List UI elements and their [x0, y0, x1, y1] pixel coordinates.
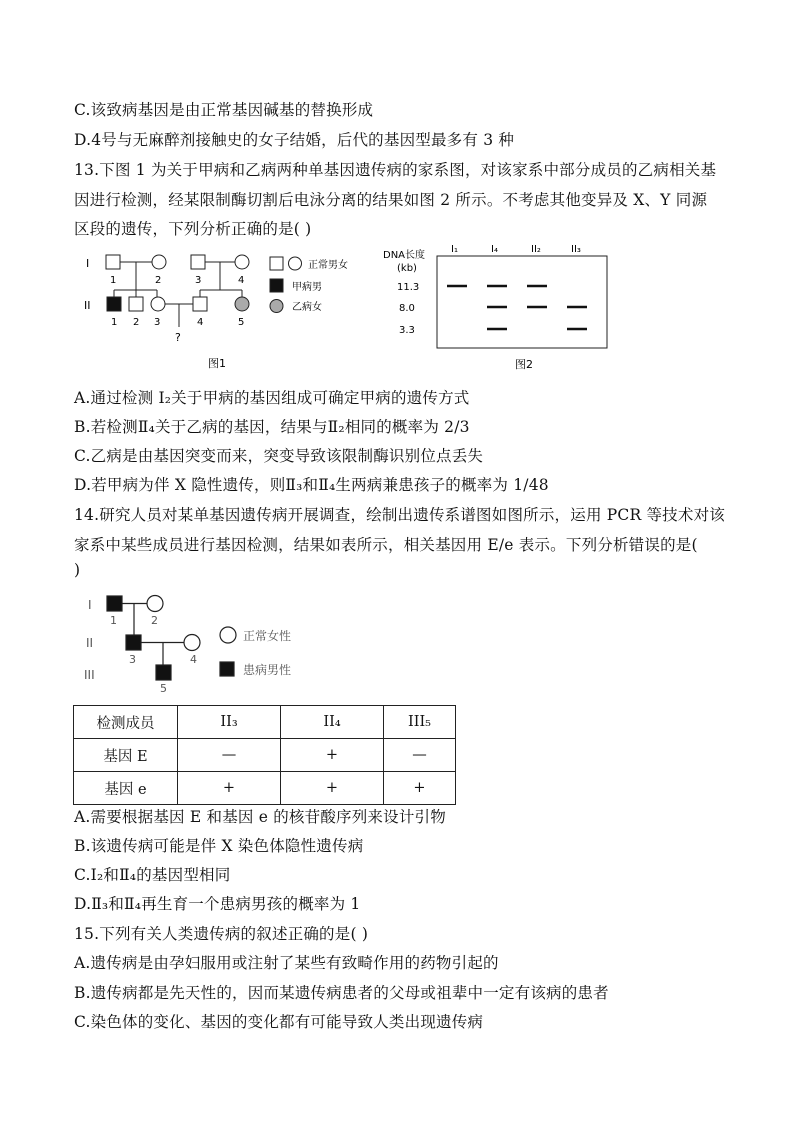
text-line: C.染色体的变化、基因的变化都有可能导致人类出现遗传病 [74, 1013, 484, 1031]
legend-label: 甲病男 [292, 282, 322, 293]
table-header-row [74, 706, 456, 739]
lane-label: II₂ [531, 244, 541, 255]
table-cell: 基因 E [74, 739, 178, 772]
size-label: 3.3 [399, 325, 415, 336]
legend-label: 正常女性 [243, 629, 292, 643]
ind-label: 1 [110, 275, 117, 286]
table-row [74, 772, 456, 805]
ind-label: 2 [155, 275, 162, 286]
text-line: D.若甲病为伴 X 隐性遗传，则Ⅱ₃和Ⅱ₄生两病兼患孩子的概率为 1/48 [74, 476, 549, 494]
text-line: 因进行检测，经某限制酶切割后电泳分离的结果如图 2 所示。不考虑其他变异及 X、Y 同源 [74, 191, 708, 209]
text-line: C.该致病基因是由正常基因碱基的替换形成 [74, 101, 374, 119]
y-header: DNA长度 [383, 250, 426, 261]
detection-table [73, 705, 456, 805]
text-line: D.4号与无麻醉剂接触史的女子结婚，后代的基因型最多有 3 种 [74, 131, 515, 149]
table-cell: + [281, 772, 384, 805]
ind-label: 1 [110, 614, 117, 627]
ind-label: 4 [190, 653, 197, 666]
gen-label: I [88, 598, 92, 612]
unknown-child: ? [175, 331, 181, 344]
lane-label: I₄ [491, 244, 498, 255]
legend-label: 患病男性 [243, 663, 292, 677]
size-label: 11.3 [397, 282, 420, 293]
gen-label: III [84, 668, 95, 682]
ind-label: 2 [133, 317, 140, 328]
text-line: C.Ⅰ₂和Ⅱ₄的基因型相同 [74, 866, 231, 884]
legend-label: 乙病女 [292, 302, 322, 313]
text-line: ) [74, 561, 81, 579]
y-unit: (kb) [397, 263, 417, 274]
gen-label: II [84, 299, 91, 312]
figure-caption: 图2 [515, 358, 533, 371]
ind-label: 2 [151, 614, 158, 627]
text-line: D.Ⅱ₃和Ⅱ₄再生育一个患病男孩的概率为 1 [74, 895, 361, 913]
gen-label: I [86, 257, 90, 270]
table-cell: + [384, 772, 456, 805]
ind-label: 4 [197, 317, 204, 328]
text-line: 区段的遗传，下列分析正确的是( ) [74, 220, 312, 238]
ind-label: 1 [111, 317, 118, 328]
table-cell: 检测成员 [74, 706, 178, 739]
ind-label: 4 [238, 275, 245, 286]
lane-label: I₁ [451, 244, 458, 255]
ind-label: 3 [154, 317, 161, 328]
text-line: B.若检测Ⅱ₄关于乙病的基因，结果与Ⅱ₂相同的概率为 2/3 [74, 418, 470, 436]
table-row [74, 739, 456, 772]
table-cell: — [178, 739, 281, 772]
pedigree-figure-q14 [80, 588, 320, 696]
table-cell: + [281, 739, 384, 772]
figure-caption: 图1 [208, 357, 226, 370]
table-cell: III₅ [384, 706, 456, 739]
table-cell: II₄ [281, 706, 384, 739]
ind-label: 5 [160, 682, 167, 695]
text-line: 13.下图 1 为关于甲病和乙病两种单基因遗传病的家系图，对该家系中部分成员的乙病相关基 [74, 161, 717, 179]
ind-label: 3 [129, 653, 136, 666]
legend-label: 正常男女 [308, 260, 348, 271]
gen-label: II [86, 636, 94, 650]
text-line: B.遗传病都是先天性的，因而某遗传病患者的父母或祖辈中一定有该病的患者 [74, 984, 609, 1002]
lane-label: II₃ [571, 244, 581, 255]
table-cell: + [178, 772, 281, 805]
table-cell: — [384, 739, 456, 772]
pedigree-figure-1 [80, 245, 370, 375]
size-label: 8.0 [399, 303, 415, 314]
text-line: B.该遗传病可能是伴 X 染色体隐性遗传病 [74, 837, 364, 855]
electrophoresis-figure-2 [375, 238, 615, 373]
text-line: A.通过检测 I₂关于甲病的基因组成可确定甲病的遗传方式 [74, 389, 470, 407]
text-line: A.遗传病是由孕妇服用或注射了某些有致畸作用的药物引起的 [74, 954, 499, 972]
ind-label: 3 [195, 275, 202, 286]
text-line: C.乙病是由基因突变而来，突变导致该限制酶识别位点丢失 [74, 447, 484, 465]
ind-label: 5 [238, 317, 245, 328]
text-line: A.需要根据基因 E 和基因 e 的核苷酸序列来设计引物 [74, 808, 446, 826]
text-line: 15.下列有关人类遗传病的叙述正确的是( ) [74, 925, 369, 943]
text-line: 14.研究人员对某单基因遗传病开展调查，绘制出遗传系谱图如图所示，运用 PCR 等技术对该 [74, 506, 725, 524]
table-cell: 基因 e [74, 772, 178, 805]
table-cell: II₃ [178, 706, 281, 739]
text-line: 家系中某些成员进行基因检测，结果如表所示，相关基因用 E/e 表示。下列分析错误的是( [74, 536, 698, 554]
